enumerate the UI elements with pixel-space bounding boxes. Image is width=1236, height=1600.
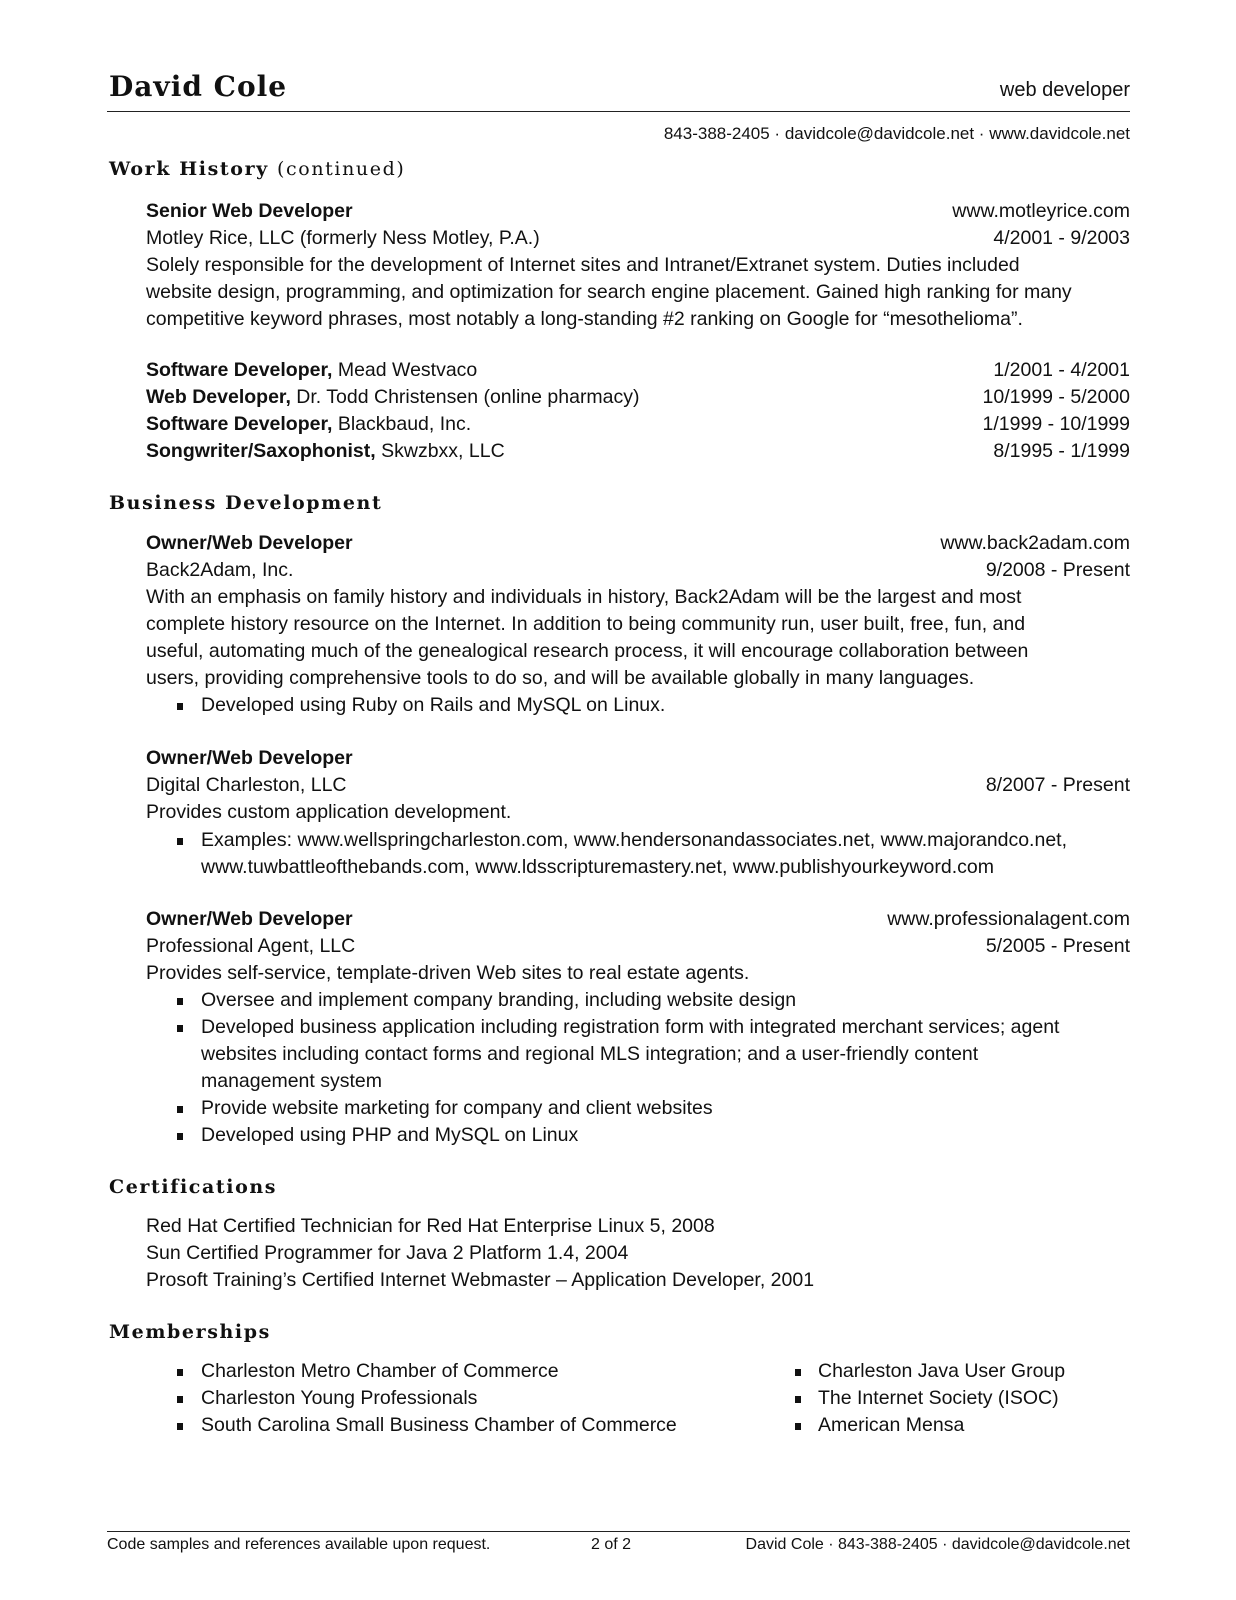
candidate-title: web developer <box>999 79 1130 101</box>
section-heading-memberships: Memberships <box>109 1321 271 1343</box>
job-company: Motley Rice, LLC (formerly Ness Motley, P.A.) <box>146 227 540 249</box>
certification-item: Prosoft Training’s Certified Internet Webmaster – Application Developer, 2001 <box>146 1269 815 1291</box>
job-dates: 9/2008 - Present <box>985 559 1130 581</box>
role-title: Songwriter/Saxophonist, <box>146 440 376 462</box>
job-company: Digital Charleston, LLC <box>146 774 347 796</box>
role-company: Blackbaud, Inc. <box>337 413 472 435</box>
job-description-line: competitive keyword phrases, most notably a long-standing #2 ranking on Google for “mesothelioma”. <box>146 308 1023 330</box>
membership-item: Charleston Young Professionals <box>201 1387 478 1409</box>
membership-item: South Carolina Small Business Chamber of Commerce <box>201 1414 677 1436</box>
job-url[interactable]: www.professionalagent.com <box>887 908 1130 930</box>
bullet-item: Oversee and implement company branding, including website design <box>201 989 797 1011</box>
role-row <box>146 386 640 409</box>
footer-note: Code samples and references available upon request. <box>107 1536 491 1553</box>
bullet-icon <box>177 838 183 845</box>
bullet-icon <box>177 1396 183 1403</box>
membership-item: American Mensa <box>818 1414 965 1436</box>
bullet-item-continued: management system <box>201 1070 382 1092</box>
role-title: Web Developer, <box>146 386 291 408</box>
certification-item: Red Hat Certified Technician for Red Hat Enterprise Linux 5, 2008 <box>146 1215 715 1237</box>
bullet-icon <box>177 703 183 710</box>
bullet-item-continued: websites including contact forms and regional MLS integration; and a user-friendly content <box>201 1043 979 1065</box>
role-dates: 8/1995 - 1/1999 <box>993 440 1130 462</box>
footer-contact: David Cole · 843-388-2405 · davidcole@davidcole.net <box>745 1536 1130 1553</box>
bullet-item: Developed using Ruby on Rails and MySQL on Linux. <box>201 694 666 716</box>
bullet-item: Developed business application including registration form with integrated merchant services; agent <box>201 1016 1060 1038</box>
role-dates: 1/1999 - 10/1999 <box>982 413 1130 435</box>
job-description-line: Provides custom application development. <box>146 801 512 823</box>
bullet-icon <box>795 1423 801 1430</box>
footer-divider <box>107 1531 1130 1532</box>
job-description-line: Provides self-service, template-driven Web sites to real estate agents. <box>146 962 750 984</box>
section-suffix: (continued) <box>277 158 406 180</box>
role-company: Skwzbxx, LLC <box>381 440 505 462</box>
job-description-line: Solely responsible for the development of Internet sites and Intranet/Extranet system. Duties included <box>146 254 1020 276</box>
job-url[interactable]: www.motleyrice.com <box>952 200 1130 222</box>
job-company: Professional Agent, LLC <box>146 935 356 957</box>
section-heading-work-history <box>109 158 405 180</box>
role-company: Dr. Todd Christensen (online pharmacy) <box>296 386 640 408</box>
contact-info: 843-388-2405 · davidcole@davidcole.net · www.davidcole.net <box>663 124 1130 143</box>
bullet-icon <box>795 1369 801 1376</box>
bullet-icon <box>177 1025 183 1032</box>
section-title: Work History <box>109 158 269 180</box>
bullet-item: Developed using PHP and MySQL on Linux <box>201 1124 579 1146</box>
bullet-icon <box>177 1133 183 1140</box>
membership-item: The Internet Society (ISOC) <box>818 1387 1059 1409</box>
job-dates: 5/2005 - Present <box>985 935 1130 957</box>
bullet-item: Provide website marketing for company and client websites <box>201 1097 713 1119</box>
bullet-item: Examples: www.wellspringcharleston.com, www.hendersonandassociates.net, www.majorandco.net, <box>201 829 1067 851</box>
job-dates: 8/2007 - Present <box>985 774 1130 796</box>
role-title: Software Developer, <box>146 413 333 435</box>
role-title: Software Developer, <box>146 359 333 381</box>
membership-item: Charleston Metro Chamber of Commerce <box>201 1360 559 1382</box>
page-number: 2 of 2 <box>591 1536 632 1553</box>
bullet-icon <box>177 998 183 1005</box>
job-description-line: useful, automating much of the genealogical research process, it will encourage collaboration between <box>146 640 1029 662</box>
job-description-line: With an emphasis on family history and individuals in history, Back2Adam will be the largest and most <box>146 586 1022 608</box>
bullet-icon <box>177 1106 183 1113</box>
role-dates: 10/1999 - 5/2000 <box>982 386 1130 408</box>
section-heading-business-development: Business Development <box>109 492 383 514</box>
candidate-name: David Cole <box>109 70 288 103</box>
bullet-item-continued: www.tuwbattleofthebands.com, www.ldsscripturemastery.net, www.publishyourkeyword.com <box>201 856 994 878</box>
role-company: Mead Westvaco <box>337 359 478 381</box>
job-title: Owner/Web Developer <box>146 908 353 930</box>
section-heading-certifications: Certifications <box>109 1176 278 1198</box>
job-title: Senior Web Developer <box>146 200 353 222</box>
bullet-icon <box>177 1423 183 1430</box>
certification-item: Sun Certified Programmer for Java 2 Platform 1.4, 2004 <box>146 1242 629 1264</box>
job-url[interactable]: www.back2adam.com <box>940 532 1130 554</box>
bullet-icon <box>795 1396 801 1403</box>
role-row <box>146 413 471 436</box>
job-company: Back2Adam, Inc. <box>146 559 294 581</box>
job-description-line: complete history resource on the Internet. In addition to being community run, user built, free, fun, and <box>146 613 1026 635</box>
header-divider <box>107 111 1130 112</box>
membership-item: Charleston Java User Group <box>818 1360 1066 1382</box>
job-title: Owner/Web Developer <box>146 532 353 554</box>
job-description-line: users, providing comprehensive tools to do so, and will be available globally in many languages. <box>146 667 975 689</box>
bullet-icon <box>177 1369 183 1376</box>
job-dates: 4/2001 - 9/2003 <box>993 227 1130 249</box>
job-title: Owner/Web Developer <box>146 747 353 769</box>
role-row <box>146 359 477 382</box>
job-description-line: website design, programming, and optimization for search engine placement. Gained high ranking for many <box>146 281 1072 303</box>
role-dates: 1/2001 - 4/2001 <box>993 359 1130 381</box>
role-row <box>146 440 505 463</box>
